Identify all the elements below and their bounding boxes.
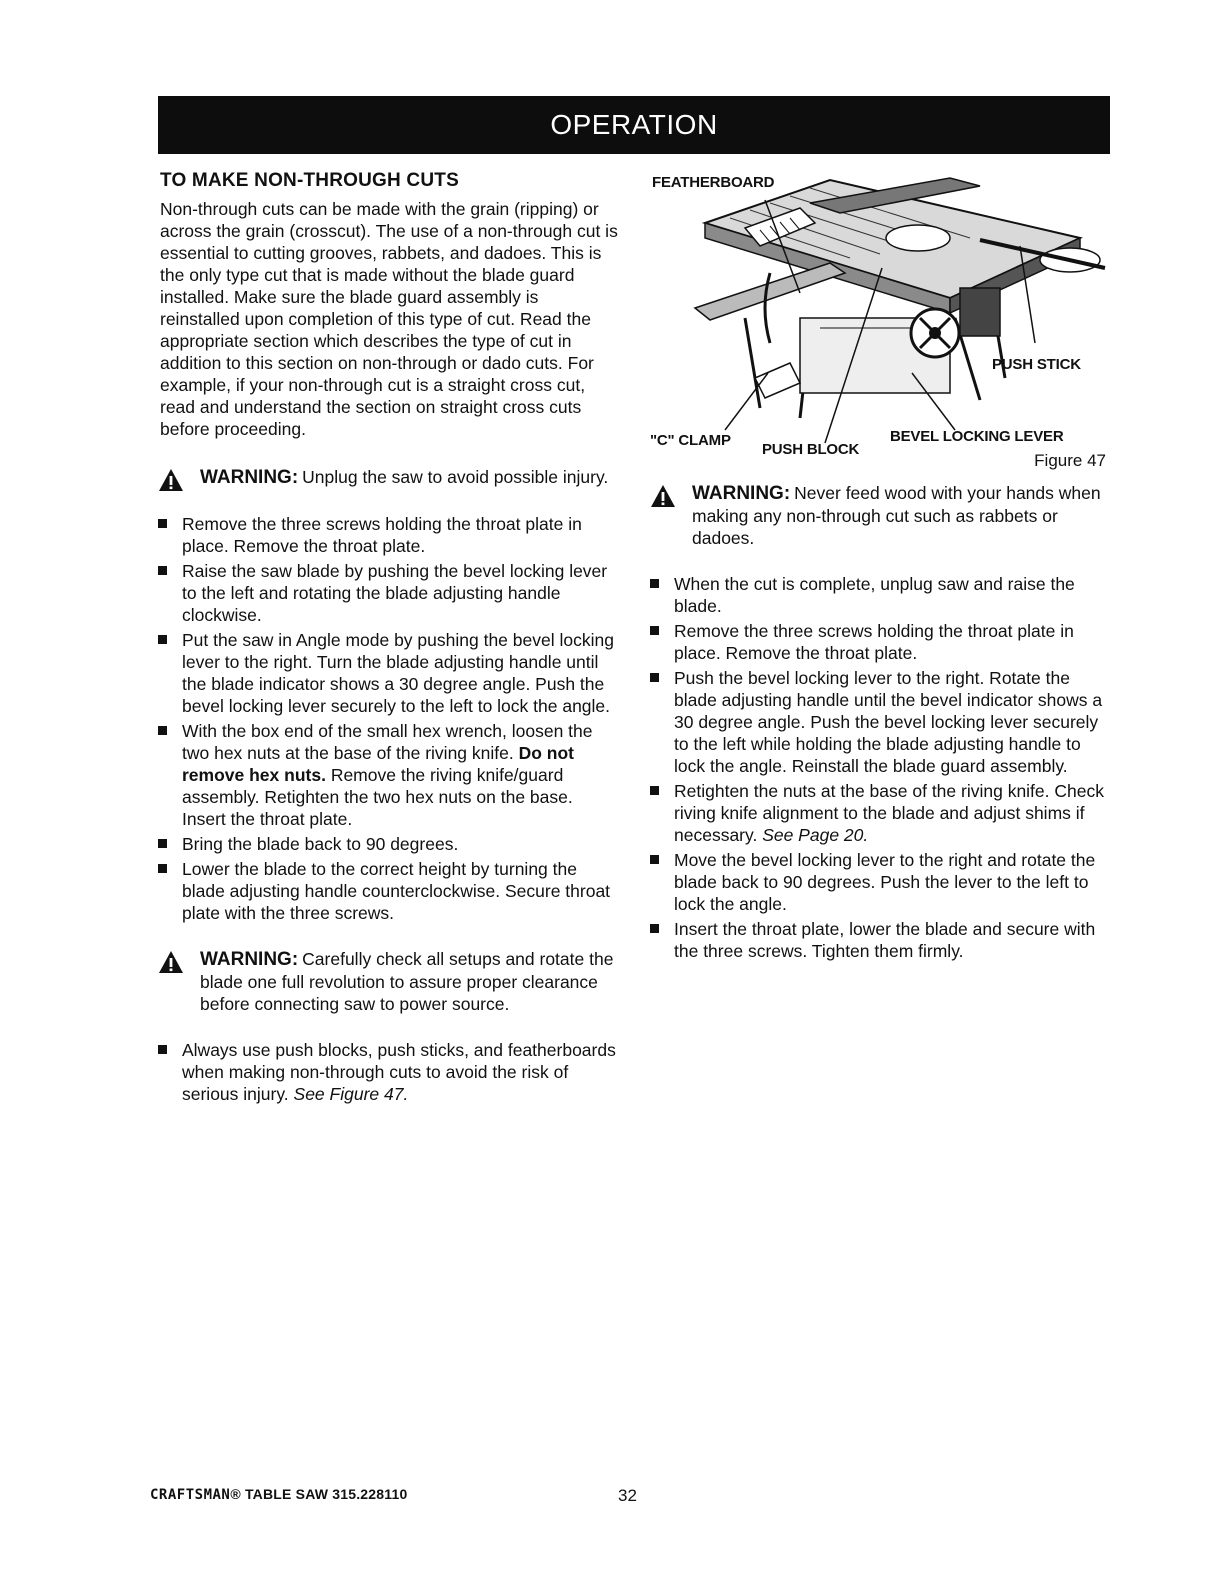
list-item-text: Lower the blade to the correct height by turning the blade adjusting handle counterclockwise. Secure throat plate with the three screws.: [182, 859, 611, 923]
label-push-stick: PUSH STICK: [992, 356, 1081, 373]
list-item-text: When the cut is complete, unplug saw and raise the blade.: [674, 574, 1075, 616]
list-item: [650, 667, 1110, 777]
warning-text: Carefully check all setups and rotate the blade one full revolution to assure proper clearance before connecting saw to power source.: [200, 949, 614, 1014]
list-item: [158, 720, 620, 830]
list-item: [158, 858, 620, 924]
warning-triangle-icon: [158, 950, 184, 974]
page-number: 32: [618, 1486, 637, 1505]
list-item-text: Remove the three screws holding the throat plate in place. Remove the throat plate.: [182, 514, 582, 556]
list-item-text: Move the bevel locking lever to the right and rotate the blade back to 90 degrees. Push the lever to the left to lock the angle.: [674, 850, 1096, 914]
figure-caption: Figure 47: [1034, 451, 1106, 470]
footer-model: TABLE SAW 315.228110: [244, 1486, 408, 1502]
warning-label: WARNING:: [200, 949, 299, 970]
intro-paragraph: Non-through cuts can be made with the grain (ripping) or across the grain (crosscut). The use of a non-through cut is essential to cutting grooves, rabbets, and dadoes. This is the only type cut that is made without the blade guard installed. Make sure the blade guard assembly is reinstalled upon completion of this type of cut. Read the appropriate section which describes the type of cut in addition to this section on non-through or dado cuts. For example, if your non-through cut is a straight cross cut, read and understand the section on straight cross cuts before proceeding.: [160, 199, 618, 439]
list-item-text: Always use push blocks, push sticks, and featherboards when making non-through cuts to avoid the risk of serious injury.: [182, 1040, 616, 1104]
footer-brand: CRAFTSMAN® TABLE SAW 315.228110: [150, 1486, 408, 1503]
list-item-emphasis: Do not remove hex nuts.: [182, 743, 574, 785]
label-push-block: PUSH BLOCK: [762, 441, 860, 458]
list-item: [158, 629, 620, 717]
list-item: [650, 849, 1110, 915]
warning-text: Never feed wood with your hands when making any non-through cut such as rabbets or dadoes.: [692, 483, 1101, 548]
list-item: [158, 833, 620, 855]
list-item-text: Remove the three screws holding the throat plate in place. Remove the throat plate.: [674, 621, 1074, 663]
section-title: TO MAKE NON-THROUGH CUTS: [160, 170, 459, 191]
left-steps-list: [158, 513, 620, 924]
right-steps-list: [650, 573, 1110, 962]
table-saw-illustration: [650, 168, 1110, 448]
left-column: [158, 170, 620, 1108]
section-header-title: OPERATION: [550, 109, 718, 140]
warning-triangle-icon: [650, 484, 676, 508]
left-final-list: [158, 1039, 620, 1105]
list-item-text: Bring the blade back to 90 degrees.: [182, 834, 459, 854]
list-item: [650, 620, 1110, 664]
list-item-text: With the box end of the small hex wrench, loosen the two hex nuts at the base of the riving knife.: [182, 721, 593, 763]
list-item-text: Push the bevel locking lever to the right. Rotate the blade adjusting handle until the bevel indicator shows a 30 degree angle. Push the bevel locking lever securely to the left while holding the blade adjusting handle to lock the angle. Reinstall the blade guard assembly.: [674, 668, 1103, 776]
warning-hands: [650, 482, 1110, 549]
label-bevel-locking-lever: BEVEL LOCKING LEVER: [890, 428, 1064, 445]
list-item: [650, 918, 1110, 962]
list-item-text: Insert the throat plate, lower the blade and secure with the three screws. Tighten them firmly.: [674, 919, 1096, 961]
warning-unplug: [158, 466, 620, 489]
brand-logo: CRAFTSMAN: [150, 1487, 231, 1503]
list-item: [650, 573, 1110, 617]
list-item: [158, 513, 620, 557]
right-column: [650, 482, 1110, 965]
section-header: [158, 96, 1110, 154]
page-reference: See Page 20.: [762, 825, 869, 845]
figure-47: [650, 168, 1110, 478]
label-featherboard: FEATHERBOARD: [652, 174, 775, 191]
figure-reference: See Figure 47.: [293, 1084, 409, 1104]
warning-text: Unplug the saw to avoid possible injury.: [302, 467, 609, 487]
warning-label: WARNING:: [692, 483, 791, 504]
list-item-text: Put the saw in Angle mode by pushing the bevel locking lever to the right. Turn the blade adjusting handle until the blade indicator shows a 30 degree angle. Push the bevel locking lever securely to the left to lock the angle.: [182, 630, 614, 716]
warning-triangle-icon: [158, 468, 184, 492]
list-item: [158, 560, 620, 626]
warning-check-setup: [158, 948, 620, 1015]
list-item: [158, 1039, 620, 1105]
list-item-text: Raise the saw blade by pushing the bevel locking lever to the left and rotating the blade adjusting handle clockwise.: [182, 561, 608, 625]
label-c-clamp: "C" CLAMP: [650, 432, 731, 449]
list-item-text: Remove the riving knife/guard assembly. Retighten the two hex nuts on the base. Insert the throat plate.: [182, 765, 573, 829]
list-item-text: Retighten the nuts at the base of the riving knife. Check riving knife alignment to the blade and adjust shims if necessary.: [674, 781, 1104, 845]
list-item: [650, 780, 1110, 846]
warning-label: WARNING:: [200, 467, 299, 488]
